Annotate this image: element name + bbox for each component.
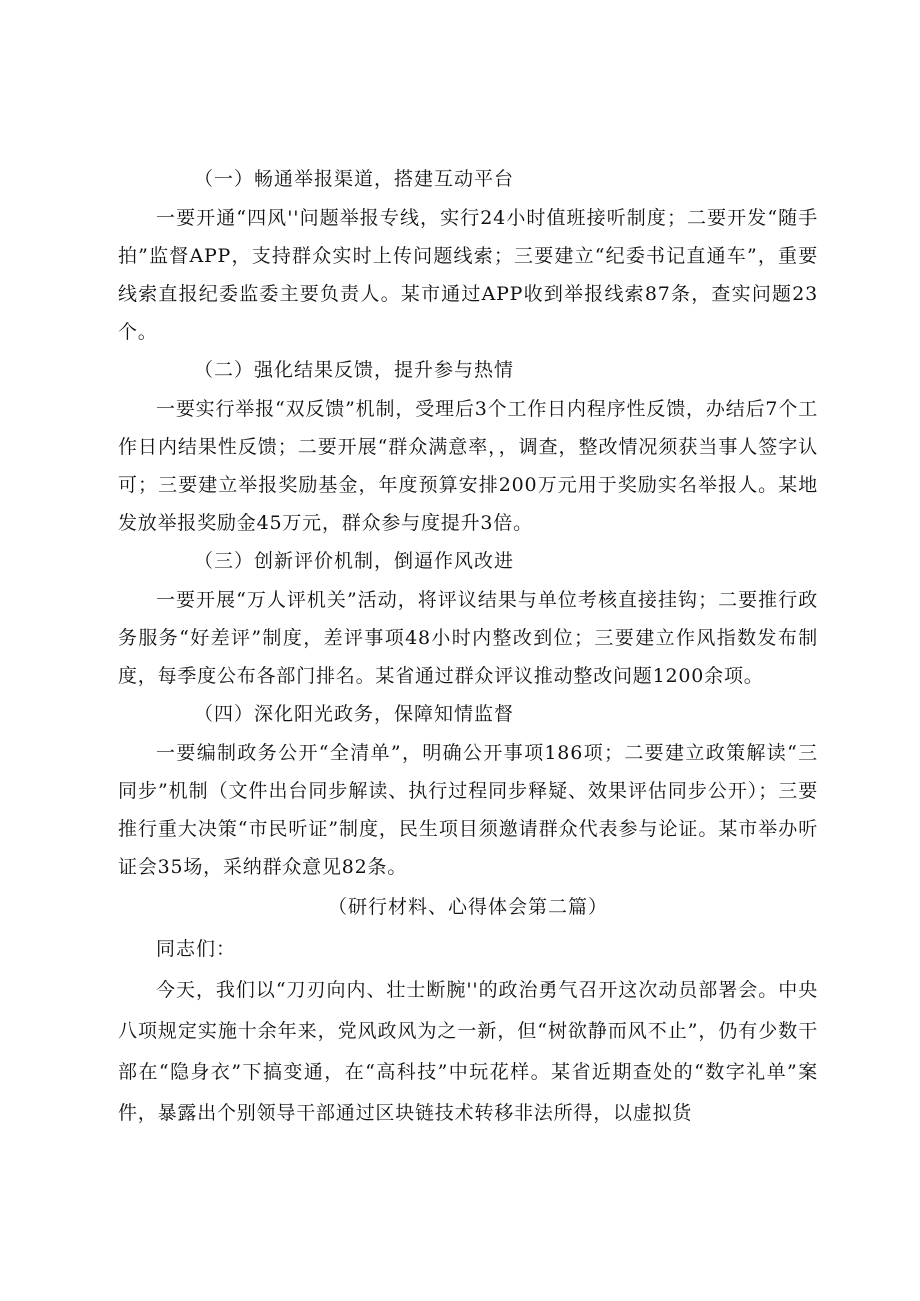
- section-1-body: 一要开通“四风''问题举报专线，实行24小时值班接听制度；二要开发“随手拍”监督APP，支持群众实时上传问题线索；三要建立“纪委书记直通车”，重要线索直报纪委监委主要负责人。某市通过APP收到举报线索87条，查实问题23个。: [118, 207, 818, 343]
- section-4-body: 一要编制政务公开“全清单”，明确公开事项186项；二要建立政策解读“三同步”机制（文件出台同步解读、执行过程同步释疑、效果评估同步公开）；三要推行重大决策“市民听证”制度，民生项目须邀请群众代表参与论证。某市举办听证会35场，采纳群众意见82条。: [118, 742, 818, 878]
- section-4-heading: （四）深化阳光政务，保障知情监督: [194, 703, 515, 725]
- section-3-body: 一要开展“万人评机关”活动，将评议结果与单位考核直接挂钩；二要推行政务服务“好差评”制度，差评事项48小时内整改到位；三要建立作风指数发布制度，每季度公布各部门排名。某省通过群众评议推动整改问题1200余项。: [118, 589, 818, 687]
- section-2-body: 一要实行举报“双反馈”机制，受理后3个工作日内程序性反馈，办结后7个工作日内结果性反馈；二要开展“群众满意率，，调查，整改情况须获当事人签字认可；三要建立举报奖励基金，年度预算安排200万元用于奖励实名举报人。某地发放举报奖励金45万元，群众参与度提升3倍。: [118, 398, 818, 534]
- section-2-heading: （二）强化结果反馈，提升参与热情: [194, 359, 515, 381]
- document-page: [118, 160, 818, 1134]
- section-3-heading: （三）创新评价机制，倒逼作风改进: [194, 550, 515, 572]
- opening-paragraph: 今天，我们以“刀刃向内、壮士断腕''的政治勇气召开这次动员部署会。中央八项规定实施十余年来，党风政风为之一新，但“树欲静而风不止”，仍有少数干部在“隐身衣”下搞变通，在“高科技”中玩花样。某省近期查处的“数字礼单”案件，暴露出个别领导干部通过区块链技术转移非法所得，以虚拟货: [118, 979, 818, 1124]
- section-1-heading: （一）畅通举报渠道，搭建互动平台: [194, 168, 515, 190]
- article-title: （研行材料、心得体会第二篇）: [327, 896, 608, 918]
- salutation: 同志们：: [156, 938, 237, 960]
